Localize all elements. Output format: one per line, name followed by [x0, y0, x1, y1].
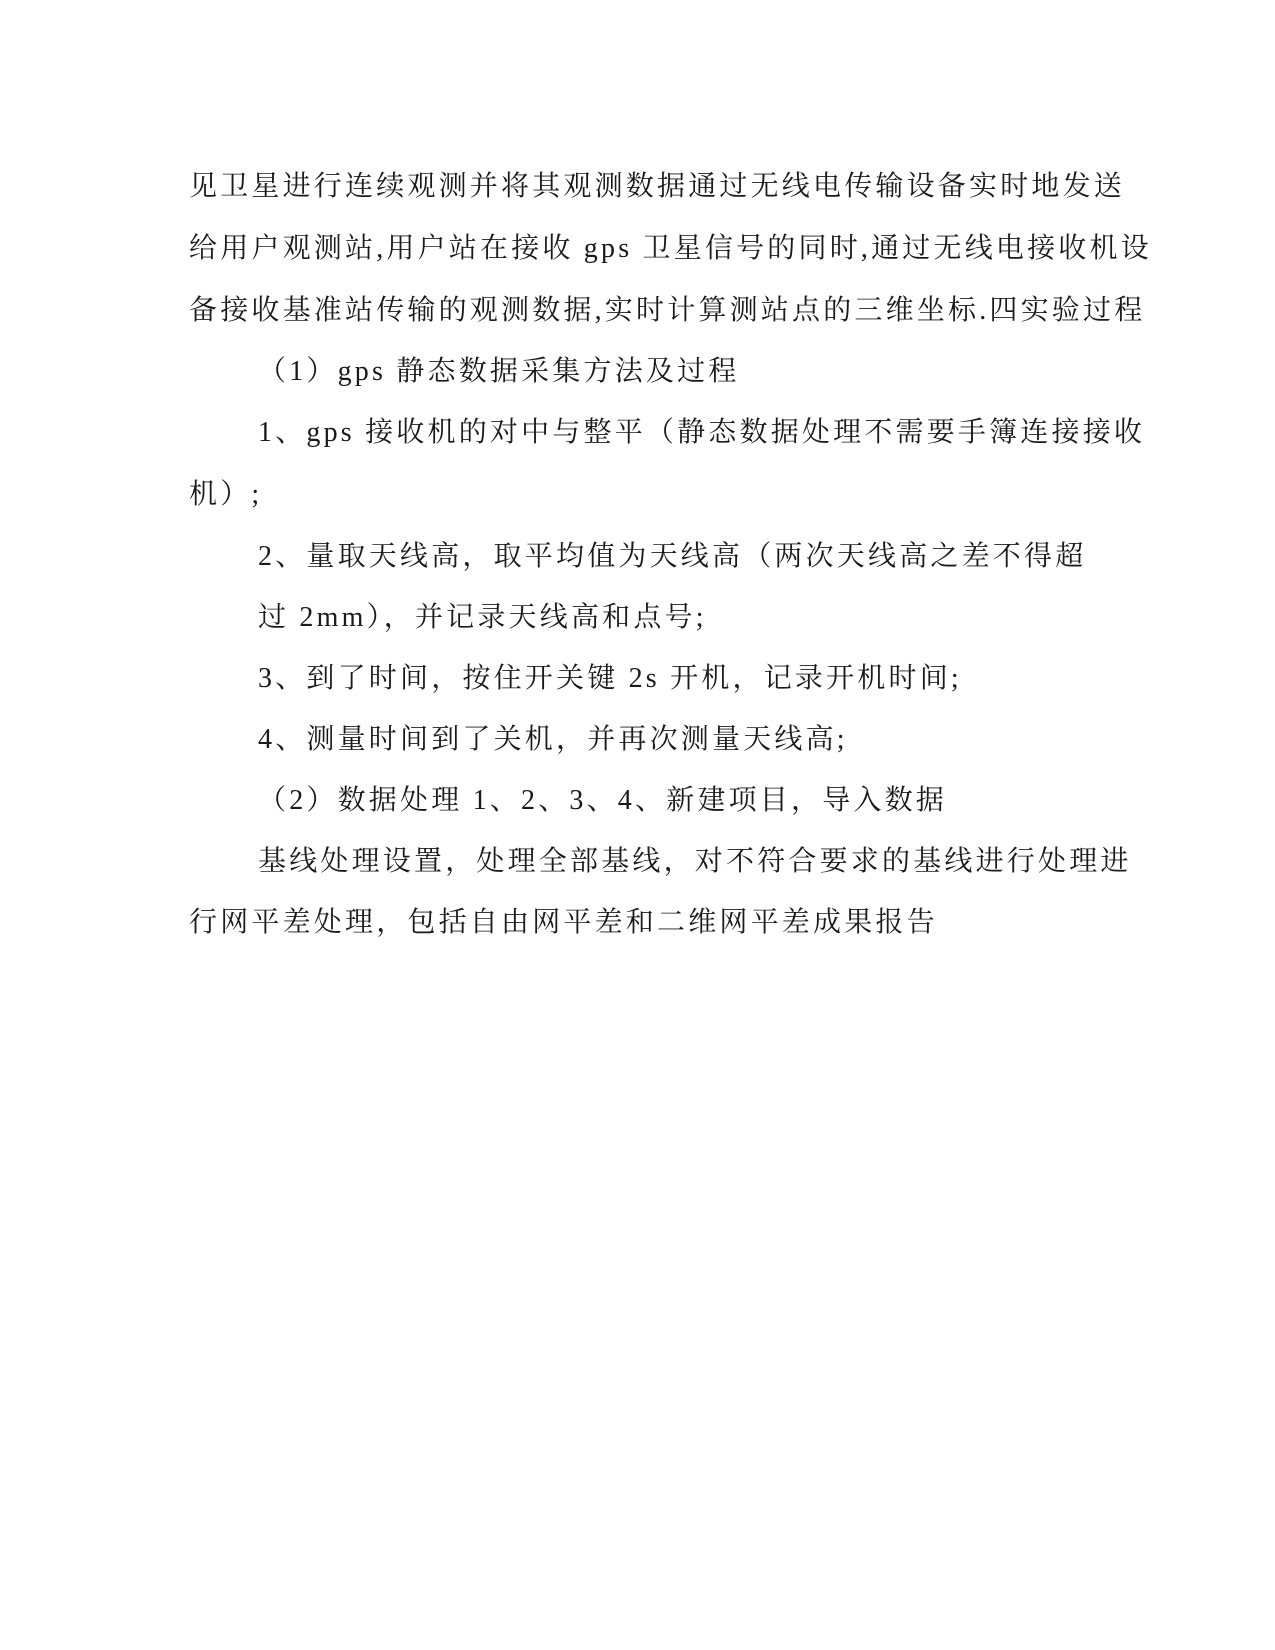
- step-2-continuation: 过 2mm），并记录天线高和点号;: [258, 602, 707, 633]
- step-1-continuation: 机）;: [189, 479, 263, 510]
- section-heading-static-collection: （1）gps 静态数据采集方法及过程: [258, 356, 740, 387]
- section-heading-data-processing: （2）数据处理 1、2、3、4、新建项目，导入数据: [258, 785, 948, 816]
- step-1-line: 1、gps 接收机的对中与整平（静态数据处理不需要手簿连接接收: [258, 417, 1146, 448]
- paragraph-line-3: 备接收基准站传输的观测数据,实时计算测站点的三维坐标.四实验过程: [189, 295, 1146, 326]
- processing-paragraph-line-1: 基线处理设置，处理全部基线，对不符合要求的基线进行处理进: [258, 846, 1132, 877]
- paragraph-line-2: 给用户观测站,用户站在接收 gps 卫星信号的同时,通过无线电接收机设: [189, 233, 1152, 264]
- step-3-line: 3、到了时间，按住开关键 2s 开机，记录开机时间;: [258, 663, 962, 694]
- paragraph-line-1: 见卫星进行连续观测并将其观测数据通过无线电传输设备实时地发送: [189, 171, 1126, 202]
- processing-paragraph-line-2: 行网平差处理，包括自由网平差和二维网平差成果报告: [189, 907, 938, 938]
- step-4-line: 4、测量时间到了关机，并再次测量天线高;: [258, 724, 848, 755]
- step-2-line: 2、量取天线高，取平均值为天线高（两次天线高之差不得超: [258, 541, 1087, 572]
